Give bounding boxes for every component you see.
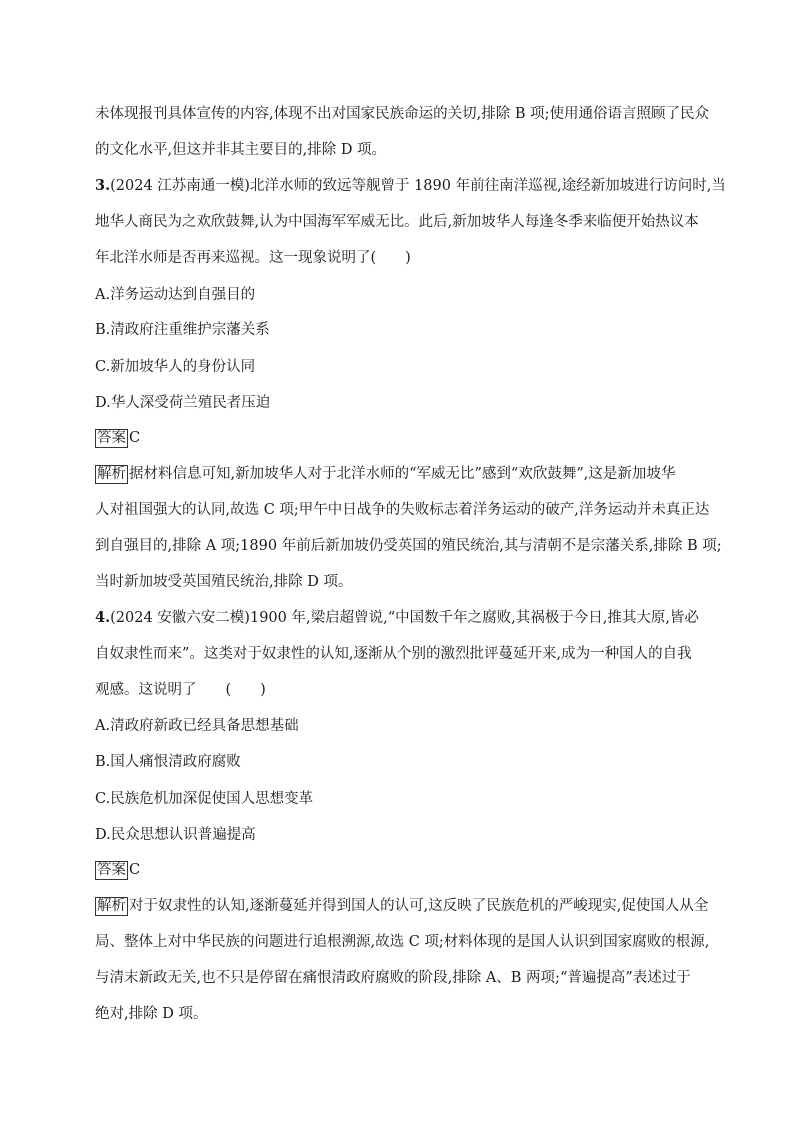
q4-option-b: B.国人痛恨清政府腐败 xyxy=(95,754,241,770)
q3-number: 3. xyxy=(95,177,111,194)
q3-analysis-text-1: 据材料信息可知,新加坡华人对于北洋水师的“军威无比”感到“欢欣鼓舞”,这是新加坡华 xyxy=(129,466,676,482)
q4-analysis-line-2: 局、整体上对中华民族的问题进行追根溯源,故选 C 项;材料体现的是国人认识到国家腐败的根源, xyxy=(95,934,710,950)
q4-analysis-label: 解析 xyxy=(97,898,126,914)
q3-analysis-line-3: 到自强目的,排除 A 项;1890 年前后新加坡仍受英国的殖民统治,其与清朝不是宗藩关系,排除 B 项; xyxy=(95,538,722,554)
q3-answer-value: C xyxy=(129,430,141,446)
q4-option-a: A.清政府新政已经具备思想基础 xyxy=(95,718,299,734)
q3-option-c: C.新加坡华人的身份认同 xyxy=(95,359,256,375)
q4-stem-line-1 xyxy=(95,608,699,628)
q4-option-d: D.民众思想认识普遍提高 xyxy=(95,827,256,843)
q4-analysis-line-3: 与清末新政无关,也不只是停留在痛恨清政府腐败的阶段,排除 A、B 两项;“普遍提高”表述过于 xyxy=(95,970,691,986)
prev-analysis-line-1: 未体现报刊具体宣传的内容,体现不出对国家民族命运的关切,排除 B 项;使用通俗语言照顾了民众 xyxy=(95,106,709,122)
q4-analysis-line-4: 绝对,排除 D 项。 xyxy=(95,1006,208,1022)
q4-analysis-text-1: 对于奴隶性的认知,逐渐蔓延并得到国人的认可,这反映了民族危机的严峻现实,促使国人从全 xyxy=(129,898,709,914)
q3-answer xyxy=(95,428,140,448)
q3-option-a: A.洋务运动达到自强目的 xyxy=(95,287,256,303)
q3-stem-text-1: (2024 江苏南通一模)北洋水师的致远等舰曾于 1890 年前往南洋巡视,途经新加坡进行访问时,当 xyxy=(110,178,726,194)
q4-stem-text-1: (2024 安徽六安二模)1900 年,梁启超曾说,“中国数千年之腐败,其祸极于今日,推其大原,皆必 xyxy=(110,610,699,626)
prev-analysis-line-2: 的文化水平,但这并非其主要目的,排除 D 项。 xyxy=(95,142,387,158)
q3-analysis-line-1 xyxy=(95,464,675,484)
q3-option-b: B.清政府注重维护宗藩关系 xyxy=(95,322,270,338)
q4-answer-value: C xyxy=(129,862,141,878)
q4-answer-label: 答案 xyxy=(97,862,126,878)
q3-answer-label: 答案 xyxy=(97,430,126,446)
q3-analysis-line-4: 当时新加坡受英国殖民统治,排除 D 项。 xyxy=(95,574,353,590)
q3-stem-line-3: 年北洋水师是否再来巡视。这一现象说明了( ) xyxy=(95,250,411,266)
q4-analysis-line-1 xyxy=(95,896,708,916)
q3-analysis-label: 解析 xyxy=(97,466,126,482)
q3-stem-line-1 xyxy=(95,176,726,196)
q4-number: 4. xyxy=(95,609,111,626)
q4-stem-line-3: 观感。这说明了 ( ) xyxy=(95,682,266,698)
q3-option-d: D.华人深受荷兰殖民者压迫 xyxy=(95,395,271,411)
q3-analysis-line-2: 人对祖国强大的认同,故选 C 项;甲午中日战争的失败标志着洋务运动的破产,洋务运动并未真正达 xyxy=(95,502,710,518)
q4-answer xyxy=(95,860,140,880)
q4-stem-line-2: 自奴隶性而来”。这类对于奴隶性的认知,逐渐从个别的激烈批评蔓延开来,成为一种国人的自我 xyxy=(95,646,692,662)
q3-stem-line-2: 地华人商民为之欢欣鼓舞,认为中国海军军威无比。此后,新加坡华人每逢冬季来临便开始热议本 xyxy=(95,214,699,230)
q4-option-c: C.民族危机加深促使国人思想变革 xyxy=(95,791,314,807)
